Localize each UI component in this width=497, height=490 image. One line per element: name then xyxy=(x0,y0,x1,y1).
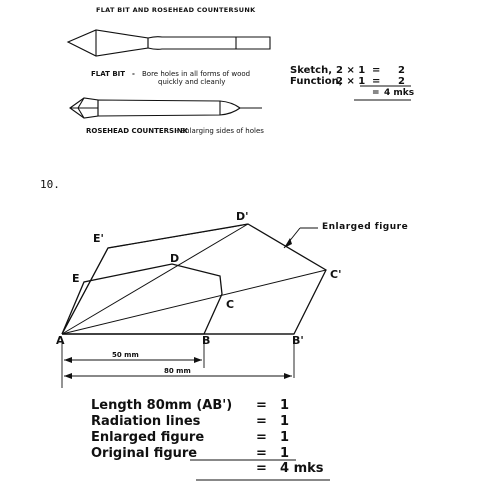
flat-bit-label: FLAT BIT xyxy=(91,70,126,78)
sketch-eq: = xyxy=(372,65,381,76)
flat-bit-desc-2: quickly and cleanly xyxy=(158,78,226,86)
rosehead-desc: - Enlarging sides of holes xyxy=(176,127,264,135)
marking-underlines xyxy=(0,455,497,485)
original-figure xyxy=(62,264,222,334)
point-c-label: C xyxy=(226,298,235,311)
flat-bit-drawing xyxy=(68,30,270,56)
dimension-50mm: 50 mm xyxy=(112,351,139,359)
point-d2-label: D' xyxy=(236,210,249,223)
question-number: 10. xyxy=(40,178,60,191)
function-calc: 2 × 1 xyxy=(336,76,366,87)
marking-row-label: Radiation lines xyxy=(91,414,201,429)
enlarged-figure-label: Enlarged figure xyxy=(322,222,409,232)
flat-bit-dash: - xyxy=(132,70,135,78)
point-e2-label: E' xyxy=(93,232,104,245)
flat-bit-desc-1: Bore holes in all forms of wood xyxy=(142,70,251,78)
point-b-label: B xyxy=(202,334,211,347)
function-eq: = xyxy=(372,76,381,87)
function-value: 2 xyxy=(398,76,405,87)
marking-row-eq: = xyxy=(256,430,267,445)
marking-row-label: Length 80mm (AB') xyxy=(91,398,233,413)
point-b2-label: B' xyxy=(292,334,304,347)
marking-row-value: 1 xyxy=(280,430,290,445)
enlargement-diagram xyxy=(0,190,497,390)
tools-drawing xyxy=(0,0,497,160)
radiation-line-ac2 xyxy=(62,270,326,334)
point-c2-label: C' xyxy=(330,268,342,281)
marking-row-value: 1 xyxy=(280,446,290,461)
point-a-label: A xyxy=(56,334,65,347)
sketch-calc: 2 × 1 xyxy=(336,65,366,76)
marking-row-label: Enlarged figure xyxy=(91,430,205,445)
marking-row-eq: = xyxy=(256,414,267,429)
sketch-label: Sketch, xyxy=(290,65,332,76)
marking-total: 4 mks xyxy=(280,461,324,476)
marking-row-value: 1 xyxy=(280,398,290,413)
marks-total: 4 mks xyxy=(384,88,415,98)
point-e-label: E xyxy=(72,272,80,285)
function-label: Function, xyxy=(290,76,343,87)
marking-row-label: Original figure xyxy=(91,446,198,461)
marks-total-eq: = xyxy=(372,88,380,98)
sketch-value: 2 xyxy=(398,65,405,76)
rosehead-drawing xyxy=(70,98,262,118)
marking-row-eq: = xyxy=(256,446,267,461)
marking-total-eq: = xyxy=(256,461,267,476)
dimension-80mm: 80 mm xyxy=(164,367,191,375)
marking-row-eq: = xyxy=(256,398,267,413)
radiation-line-ae2 xyxy=(62,248,108,334)
rosehead-label: ROSEHEAD COUNTERSINK xyxy=(86,127,188,135)
marking-row-value: 1 xyxy=(280,414,290,429)
section-title: FLAT BIT AND ROSEHEAD COUNTERSUNK xyxy=(96,6,256,14)
point-d-label: D xyxy=(170,252,180,265)
